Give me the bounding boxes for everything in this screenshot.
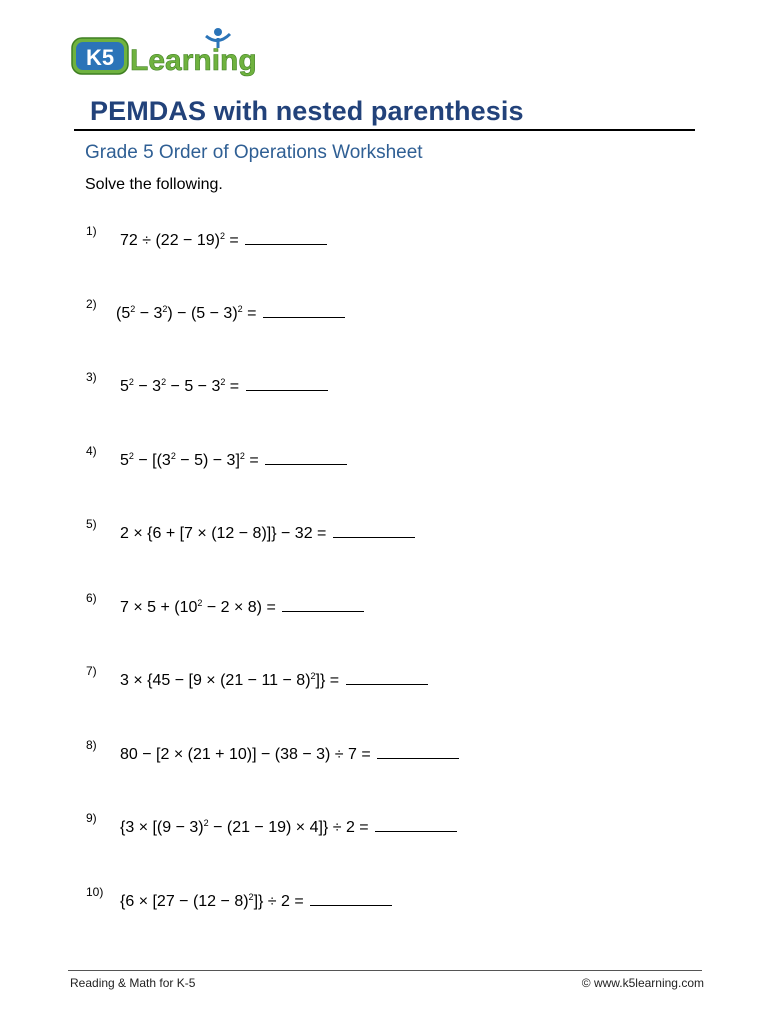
problem-expression: $7 \times 5 + (10^2 - 2 \times 8)$ = bbox=[120, 597, 364, 617]
instructions-text: Solve the following. bbox=[85, 176, 223, 193]
problem-number: 3) bbox=[86, 370, 97, 384]
problem-number: 8) bbox=[86, 738, 97, 752]
problem-expression: $(5^2 - 3^2) - (5 - 3)^2$ = bbox=[116, 303, 345, 323]
answer-blank[interactable] bbox=[265, 450, 347, 465]
problem-number: 10) bbox=[86, 885, 104, 899]
problem-number: 5) bbox=[86, 517, 97, 531]
problem-expression: 80 − [2 × (21 + 10)] − (38 − 3) ÷ 7 = bbox=[120, 744, 459, 764]
exponent: 2 bbox=[128, 377, 134, 387]
problem-expression: $3 \times \{45 - [9 \times (21 - 11 - 8)^2]\}$ = bbox=[120, 670, 428, 690]
k5-learning-logo[interactable] bbox=[70, 26, 266, 80]
footer-divider bbox=[68, 970, 702, 971]
problem-number: 4) bbox=[86, 444, 97, 458]
exponent: 2 bbox=[161, 377, 167, 387]
answer-blank[interactable] bbox=[245, 230, 327, 245]
exponent: 2 bbox=[203, 818, 209, 828]
exponent: 2 bbox=[128, 451, 134, 461]
problem-expression: $\{3 \times [(9 - 3)^2 - (21 - 19) \times 4]\} \div 2$ = bbox=[120, 817, 457, 837]
answer-blank[interactable] bbox=[282, 597, 364, 612]
footer-tagline: Reading & Math for K-5 bbox=[70, 976, 196, 990]
exponent: 2 bbox=[310, 671, 316, 681]
exponent: 2 bbox=[248, 892, 254, 902]
answer-blank[interactable] bbox=[346, 670, 428, 685]
exponent: 2 bbox=[220, 377, 226, 387]
answer-blank[interactable] bbox=[310, 891, 392, 906]
exponent: 2 bbox=[239, 451, 245, 461]
problem-number: 1) bbox=[86, 224, 97, 238]
footer-copyright-link[interactable]: © www.k5learning.com bbox=[581, 976, 704, 990]
answer-blank[interactable] bbox=[263, 303, 345, 318]
page-subtitle: Grade 5 Order of Operations Worksheet bbox=[85, 142, 423, 163]
logo-learning-text: Learning bbox=[130, 44, 257, 77]
exponent: 2 bbox=[130, 304, 136, 314]
page-title: PEMDAS with nested parenthesis bbox=[90, 96, 524, 126]
problem-expression: $5^2 - 3^2 - 5 - 3^2$ = bbox=[120, 376, 328, 396]
logo-k5-text: K5 bbox=[85, 45, 115, 70]
problem-number: 6) bbox=[86, 591, 97, 605]
exponent: 2 bbox=[237, 304, 243, 314]
problem-expression: 2 × {6 + [7 × (12 − 8)]} − 32 = bbox=[120, 523, 415, 543]
exponent: 2 bbox=[219, 231, 225, 241]
answer-blank[interactable] bbox=[375, 817, 457, 832]
exponent: 2 bbox=[197, 598, 203, 608]
exponent: 2 bbox=[170, 451, 176, 461]
answer-blank[interactable] bbox=[377, 744, 459, 759]
problem-number: 7) bbox=[86, 664, 97, 678]
problem-number: 9) bbox=[86, 811, 97, 825]
problem-number: 2) bbox=[86, 297, 97, 311]
exponent: 2 bbox=[162, 304, 168, 314]
problem-expression: $72 \div (22 - 19)^2$ = bbox=[120, 230, 327, 250]
problem-expression: $\{6 \times [27 - (12 - 8)^2]\} \div 2$ = bbox=[120, 891, 392, 911]
answer-blank[interactable] bbox=[333, 523, 415, 538]
answer-blank[interactable] bbox=[246, 376, 328, 391]
problem-expression: $5^2 - [(3^2 - 5) - 3]^2$ = bbox=[120, 450, 347, 470]
title-divider bbox=[74, 129, 695, 131]
